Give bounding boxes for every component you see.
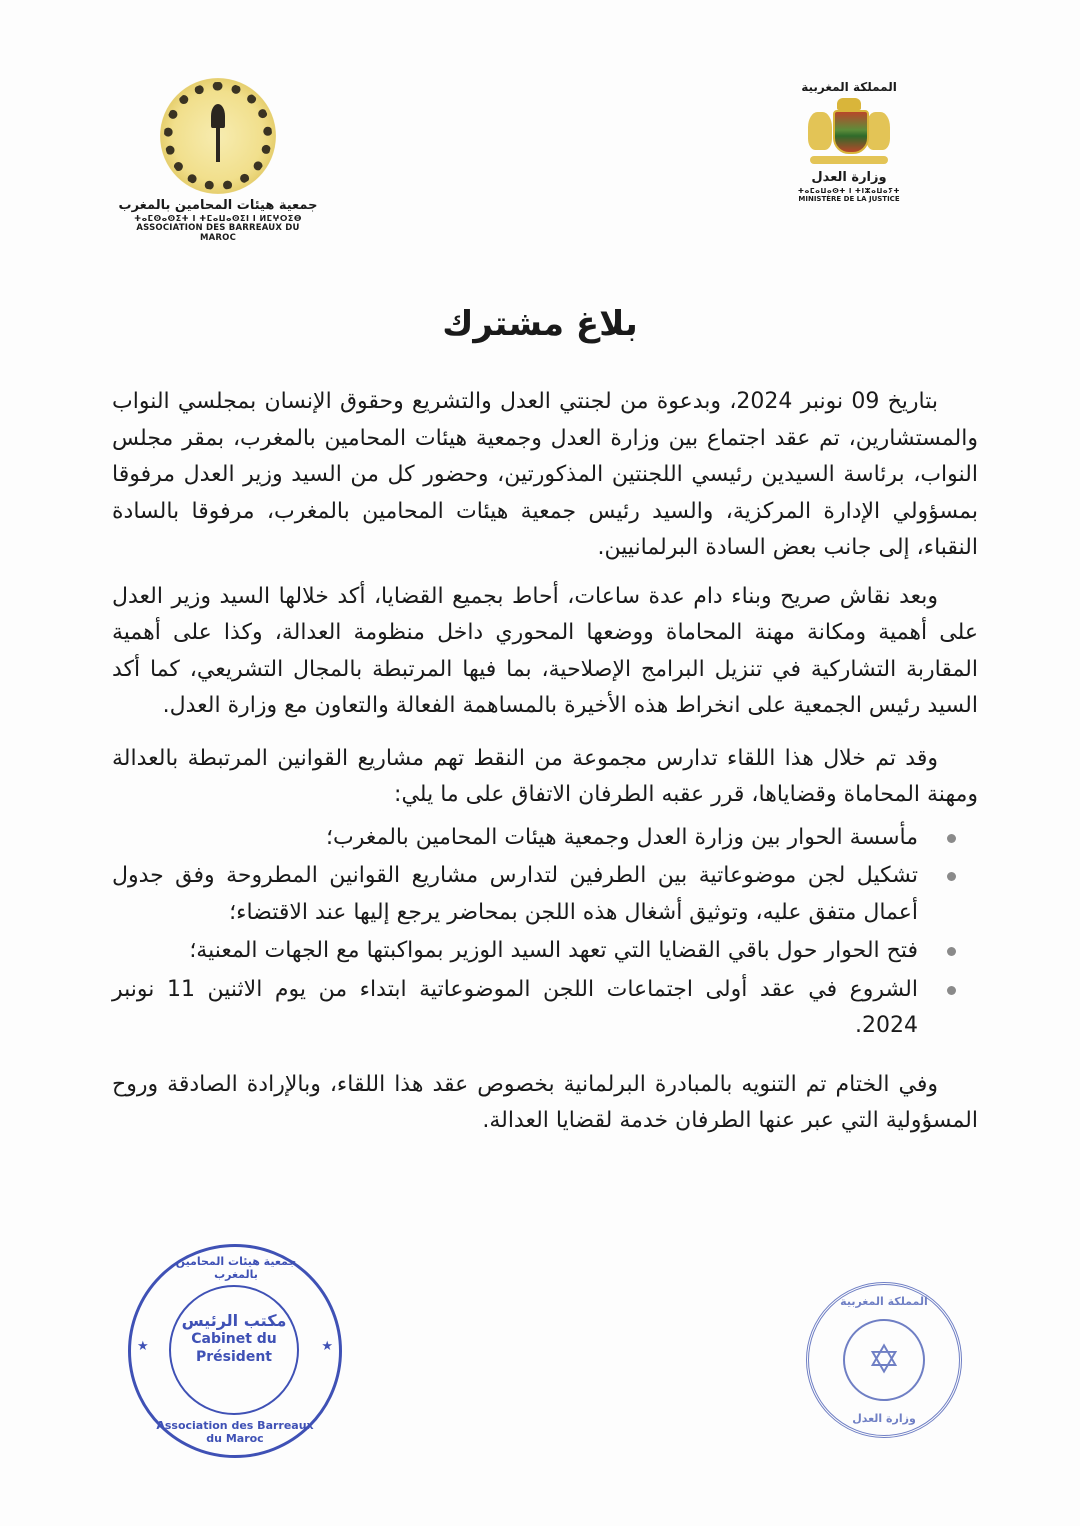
stamp-ring-bottom-text: Association des Barreaux du Maroc: [156, 1419, 314, 1445]
star-emblem-icon: ✡: [867, 1337, 901, 1383]
association-name-french: ASSOCIATION DES BARREAUX DU MAROC: [136, 223, 300, 243]
torch-emblem-icon: [160, 78, 276, 194]
association-president-stamp: [128, 1244, 342, 1458]
stamp-ring-bottom-text: وزارة العدل: [852, 1412, 916, 1425]
paragraph-closing: وفي الختام تم التنويه بالمبادرة البرلمانية بخصوص عقد هذا اللقاء، وبالإرادة الصادقة وروح المسؤولية التي عبر عنها الطرفان خدمة لقضايا العدالة.: [112, 1071, 978, 1133]
ministry-justice-stamp: [806, 1282, 962, 1438]
list-item: الشروع في عقد أولى اجتماعات اللجن الموضوعاتية ابتداء من يوم الاثنين 11 نونبر 2024.: [112, 972, 918, 1045]
coat-of-arms-icon: [804, 98, 894, 168]
stamp-center-arabic: مكتب الرئيس: [181, 1311, 287, 1330]
association-name-tifinagh: ⵜⴰⵎⵙⴰⵙⵉⵜ ⵏ ⵜⵎⴰⵡⴰⵙⵉⵏ ⵏ ⵍⵎⵖⵔⵉⴱ: [134, 214, 302, 223]
stamp-center-french-1: Cabinet du: [191, 1331, 277, 1347]
association-barreaux-logo: [118, 78, 318, 243]
bullet-icon: [947, 872, 956, 881]
bullet-icon: [947, 947, 956, 956]
list-item: فتح الحوار حول باقي القضايا التي تعهد السيد الوزير بمواكبتها مع الجهات المعنية؛: [112, 933, 918, 970]
agreements-list: [112, 820, 978, 1045]
stamp-ring-top-text: جمعية هيئات المحامين بالمغرب: [175, 1255, 297, 1281]
association-name-arabic: جمعية هيئات المحامين بالمغرب: [118, 198, 318, 213]
stamp-center: [169, 1285, 299, 1415]
list-item: تشكيل لجن موضوعاتية بين الطرفين لتدارس مشاريع القوانين المطروحة وفق جدول أعمال متفق عليه، وتوثيق أشغال هذه اللجن بمحاضر يرجع إليها عند الاقتضاء؛: [112, 858, 918, 931]
bullet-icon: [947, 986, 956, 995]
star-icon: ★: [137, 1339, 149, 1354]
kingdom-name: المملكة المغربية: [801, 80, 897, 94]
document-body: [112, 384, 978, 1156]
stamp-center-french-2: Président: [196, 1349, 272, 1365]
bullet-icon: [947, 834, 956, 843]
document-title: بلاغ مشترك: [442, 304, 638, 344]
ministry-name-french: MINISTÈRE DE LA JUSTICE: [798, 195, 900, 203]
stamp-ring-top-text: المملكة المغربية: [840, 1295, 928, 1308]
ministry-name-tifinagh: ⵜⴰⵎⴰⵡⴰⵙⵜ ⵏ ⵜⵏⵣⴰⵡⴰⵢⵜ: [797, 187, 901, 195]
paragraph-intro: بتاريخ 09 نونبر 2024، وبدعوة من لجنتي العدل والتشريع وحقوق الإنسان بمجلسي النواب والمستشارين، تم عقد اجتماع بين وزارة العدل وجمعية هيئات المحامين بالمغرب، بمقر مجلس النواب، برئاسة السيدين رئيسي اللجنتين المذكورتين، وحضور كل من السيد وزير العدل مرفوقا بمسؤولي الإدارة المركزية، والسيد رئيس جمعية هيئات المحامين بالمغرب، مرفوقا بالسادة النقباء، إلى جانب بعض السادة البرلمانيين.: [112, 389, 978, 560]
paragraph-agreement-lead: وقد تم خلال هذا اللقاء تدارس مجموعة من النقط تهم مشاريع القوانين المرتبطة بالعدالة ومهنة المحاماة وقضاياها، قرر عقبه الطرفان الاتفاق على ما يلي:: [112, 745, 978, 807]
ministry-justice-logo: [782, 80, 916, 203]
list-item: مأسسة الحوار بين وزارة العدل وجمعية هيئات المحامين بالمغرب؛: [112, 820, 918, 857]
stamp-center: [843, 1319, 925, 1401]
star-icon: ★: [321, 1339, 333, 1354]
paragraph-discussion: وبعد نقاش صريح وبناء دام عدة ساعات، أحاط بجميع القضايا، أكد خلالها السيد وزير العدل على أهمية ومكانة مهنة المحاماة ووضعها المحوري داخل منظومة العدالة، وكذا على أهمية المقاربة التشاركية في تنزيل البرامج الإصلاحية، بما فيها المرتبطة بالمجال التشريعي، كما أكد السيد رئيس الجمعية على انخراط هذه الأخيرة بالمساهمة الفعالة والتعاون مع وزارة العدل.: [112, 583, 978, 718]
ministry-name-arabic: وزارة العدل: [811, 170, 887, 185]
